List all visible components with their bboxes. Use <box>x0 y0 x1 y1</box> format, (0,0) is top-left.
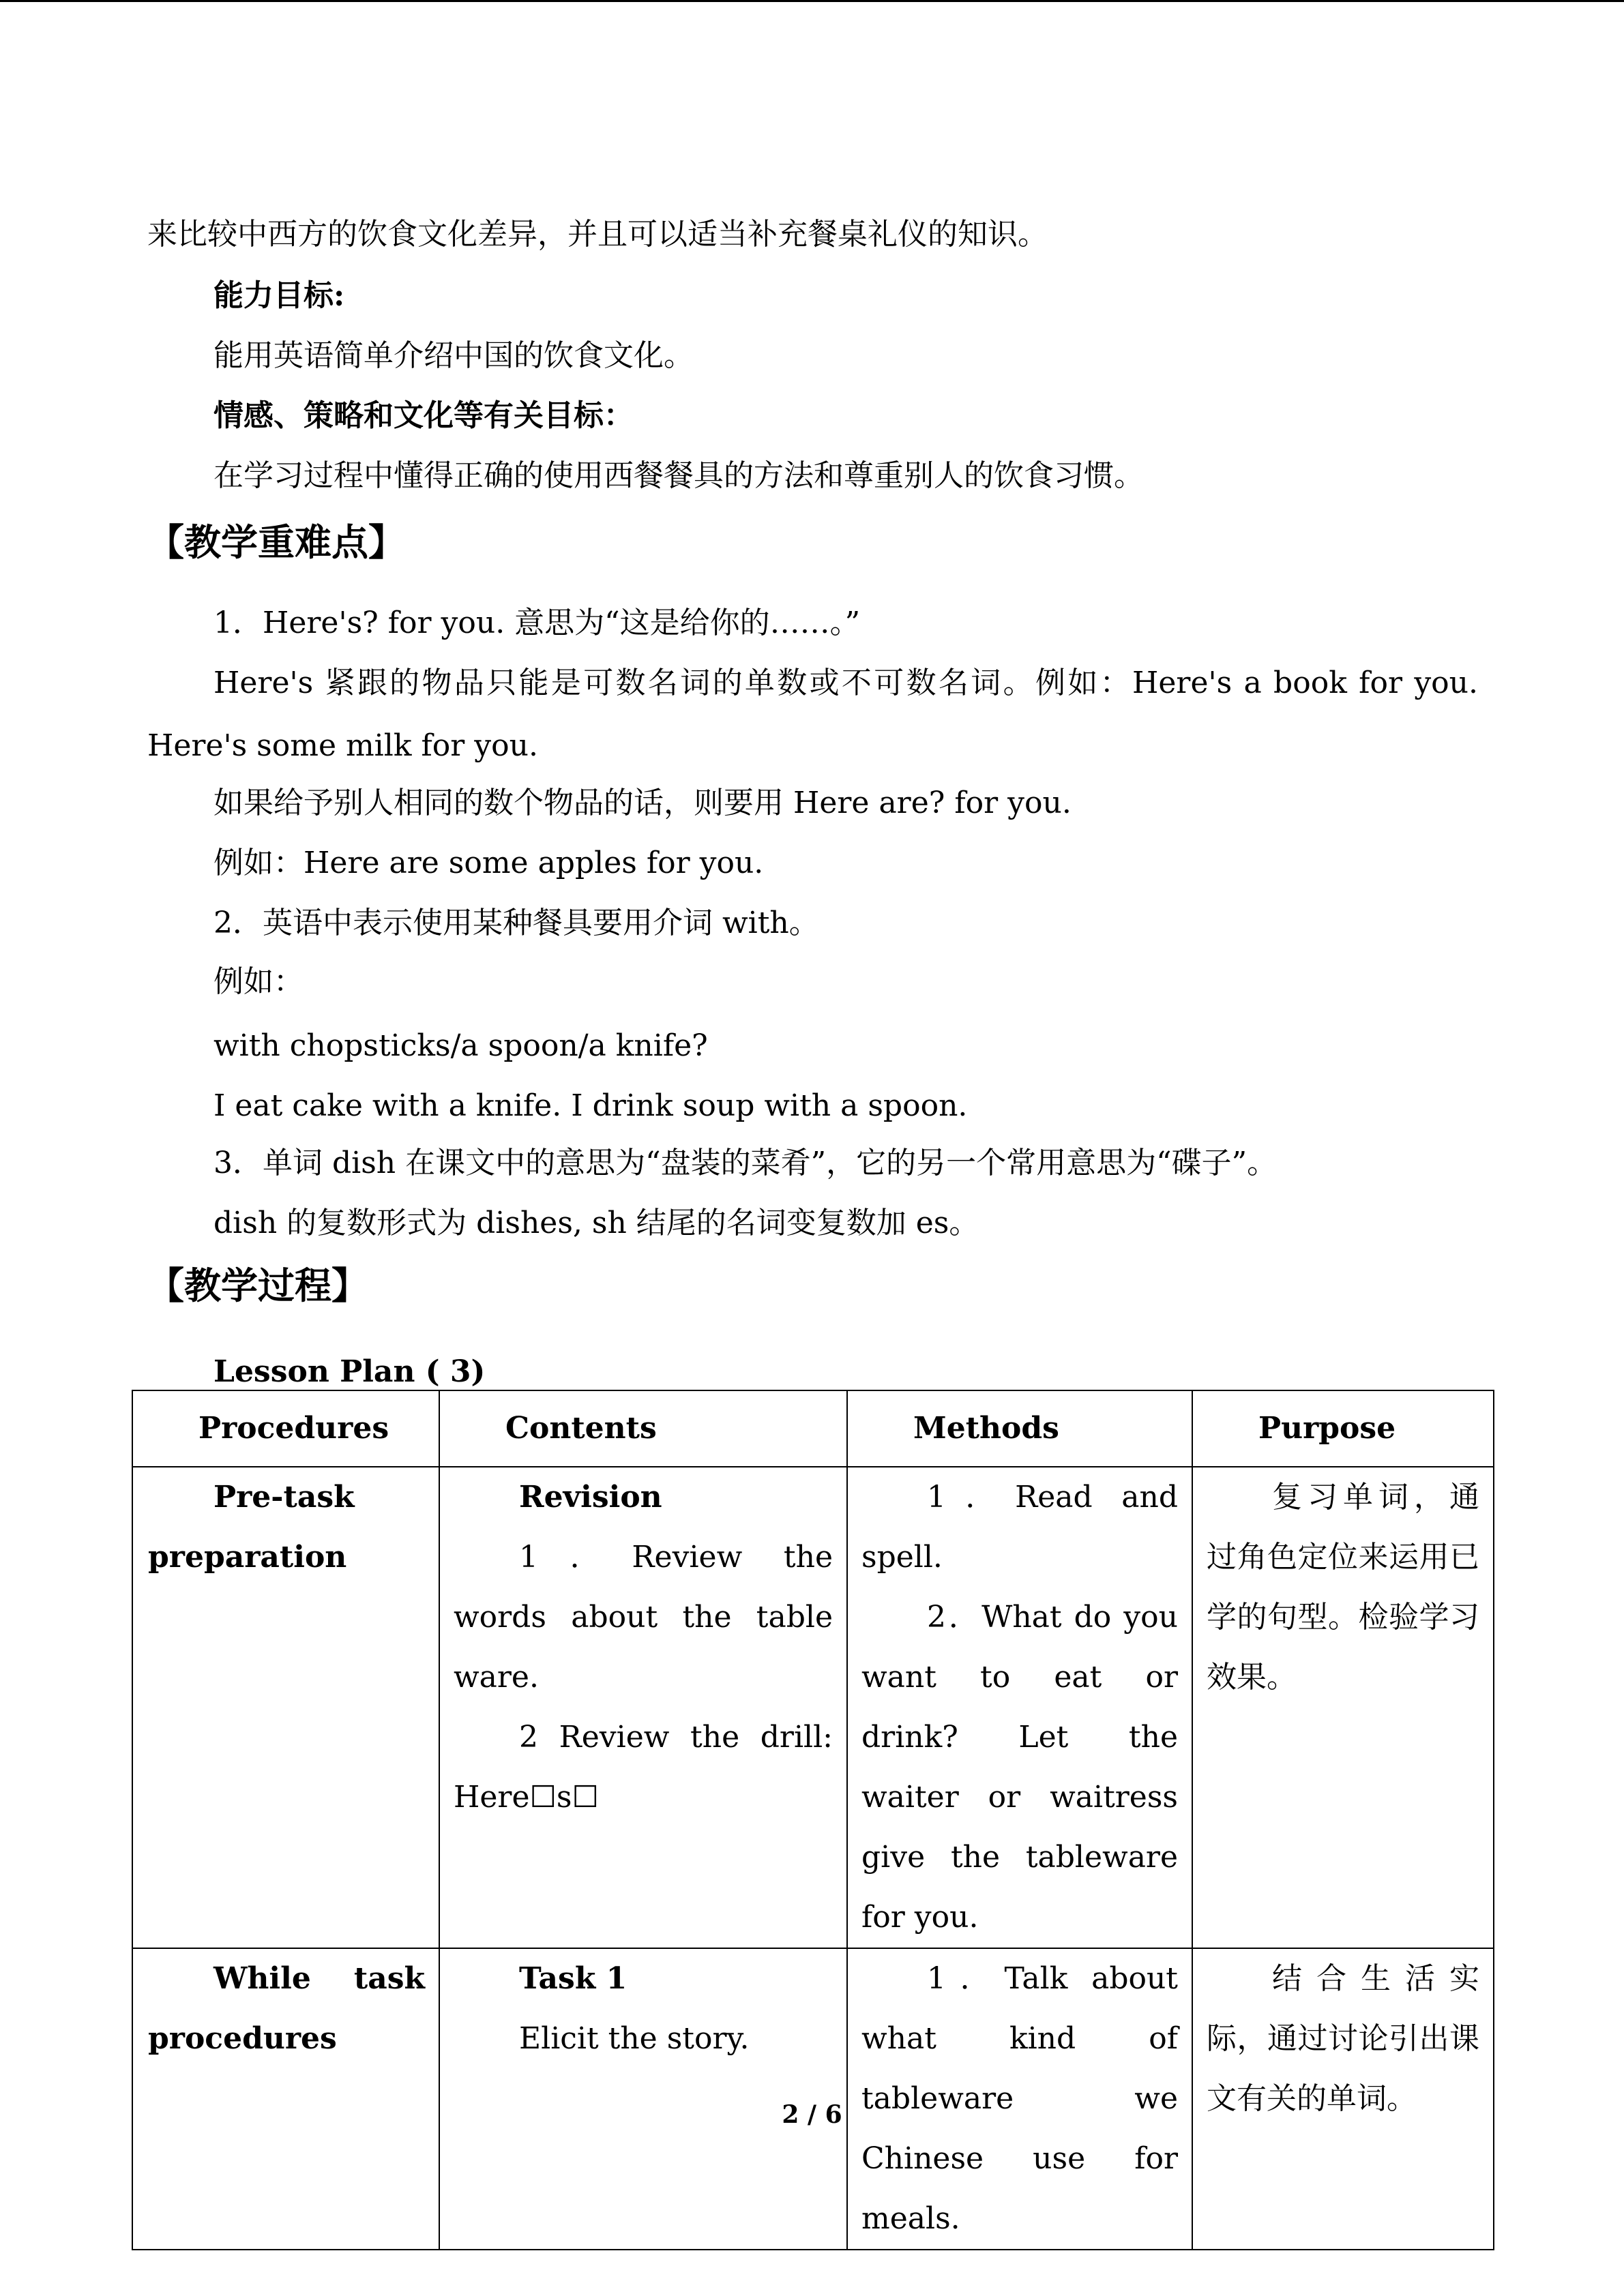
emotion-text: 在学习过程中懂得正确的使用西餐餐具的方法和尊重别人的饮食习惯。 <box>213 458 1144 493</box>
contents-title: Revision <box>519 1480 662 1515</box>
column-header-methods: Methods <box>847 1390 1192 1467</box>
intro-line: 来比较中西方的饮食文化差异，并且可以适当补充餐桌礼仪的知识。 <box>147 217 1048 252</box>
ability-heading: 能力目标: <box>213 278 345 313</box>
key-point-2a: Here's 紧跟的物品只能是可数名词的单数或不可数名词。例如：Here's a book for you. <box>213 666 1478 700</box>
purpose-text: 复习单词，通过角色定位来运用已学的句型。检验学习效果。 <box>1207 1480 1479 1695</box>
key-point-8: I eat cake with a knife. I drink soup with a spoon. <box>213 1088 968 1123</box>
procedure-line: While task <box>213 1961 425 1996</box>
procedure-cell <box>132 1948 439 2250</box>
procedure-line: preparation <box>148 1540 347 1575</box>
key-point-3: 如果给予别人相同的数个物品的话，则要用 Here are? for you. <box>213 786 1072 820</box>
contents-item: 2 Review the drill: Here☐s☐ <box>454 1720 833 1815</box>
column-header-purpose: Purpose <box>1192 1390 1494 1467</box>
key-point-2b: Here's some milk for you. <box>147 728 538 763</box>
key-point-9: 3．单词 dish 在课文中的意思为“盘装的菜肴”，它的另一个常用意思为“碟子”。 <box>213 1146 1278 1180</box>
column-header-contents: Contents <box>439 1390 847 1467</box>
methods-item: 1．Talk about what kind of tableware we Chinese use for meals. <box>861 1961 1178 2236</box>
purpose-text: 结合生活实际，通过讨论引出课文有关的单词。 <box>1207 1961 1479 2116</box>
contents-title: Task 1 <box>519 1961 628 1996</box>
key-point-10: dish 的复数形式为 dishes, sh 结尾的名词变复数加 es。 <box>213 1206 979 1240</box>
contents-item: Elicit the story. <box>519 2021 750 2056</box>
methods-cell <box>847 1467 1192 1948</box>
contents-cell <box>439 1948 847 2250</box>
key-point-7: with chopsticks/a spoon/a knife? <box>213 1028 708 1063</box>
page-number: 2 / 6 <box>782 2100 842 2129</box>
purpose-cell <box>1192 1948 1494 2250</box>
key-point-6: 例如： <box>213 964 304 999</box>
procedure-line: Pre-task <box>213 1480 355 1515</box>
column-header-procedures: Procedures <box>132 1390 439 1467</box>
methods-item: 2．What do you want to eat or drink? Let the waiter or waitress give the tableware for you. <box>861 1600 1178 1935</box>
table-row <box>132 1948 1494 2250</box>
key-point-4: 例如：Here are some apples for you. <box>213 846 764 880</box>
key-point-1: 1．Here's? for you. 意思为“这是给你的……。” <box>213 606 861 640</box>
procedure-cell <box>132 1467 439 1948</box>
purpose-cell <box>1192 1467 1494 1948</box>
top-border <box>0 0 1624 2</box>
procedure-line: procedures <box>148 2021 337 2056</box>
key-points-heading: 【教学重难点】 <box>147 520 405 564</box>
table-header-row <box>132 1390 1494 1467</box>
lesson-plan-title: Lesson Plan ( 3) <box>213 1354 486 1389</box>
contents-item: 1．Review the words about the table ware. <box>454 1540 833 1695</box>
methods-item: 1．Read and spell. <box>861 1480 1178 1575</box>
emotion-heading: 情感、策略和文化等有关目标： <box>213 398 634 433</box>
methods-cell <box>847 1948 1192 2250</box>
key-point-5: 2．英语中表示使用某种餐具要用介词 with。 <box>213 906 819 940</box>
contents-cell <box>439 1467 847 1948</box>
table-row <box>132 1467 1494 1948</box>
ability-text: 能用英语简单介绍中国的饮食文化。 <box>213 338 694 373</box>
process-heading: 【教学过程】 <box>147 1264 368 1307</box>
